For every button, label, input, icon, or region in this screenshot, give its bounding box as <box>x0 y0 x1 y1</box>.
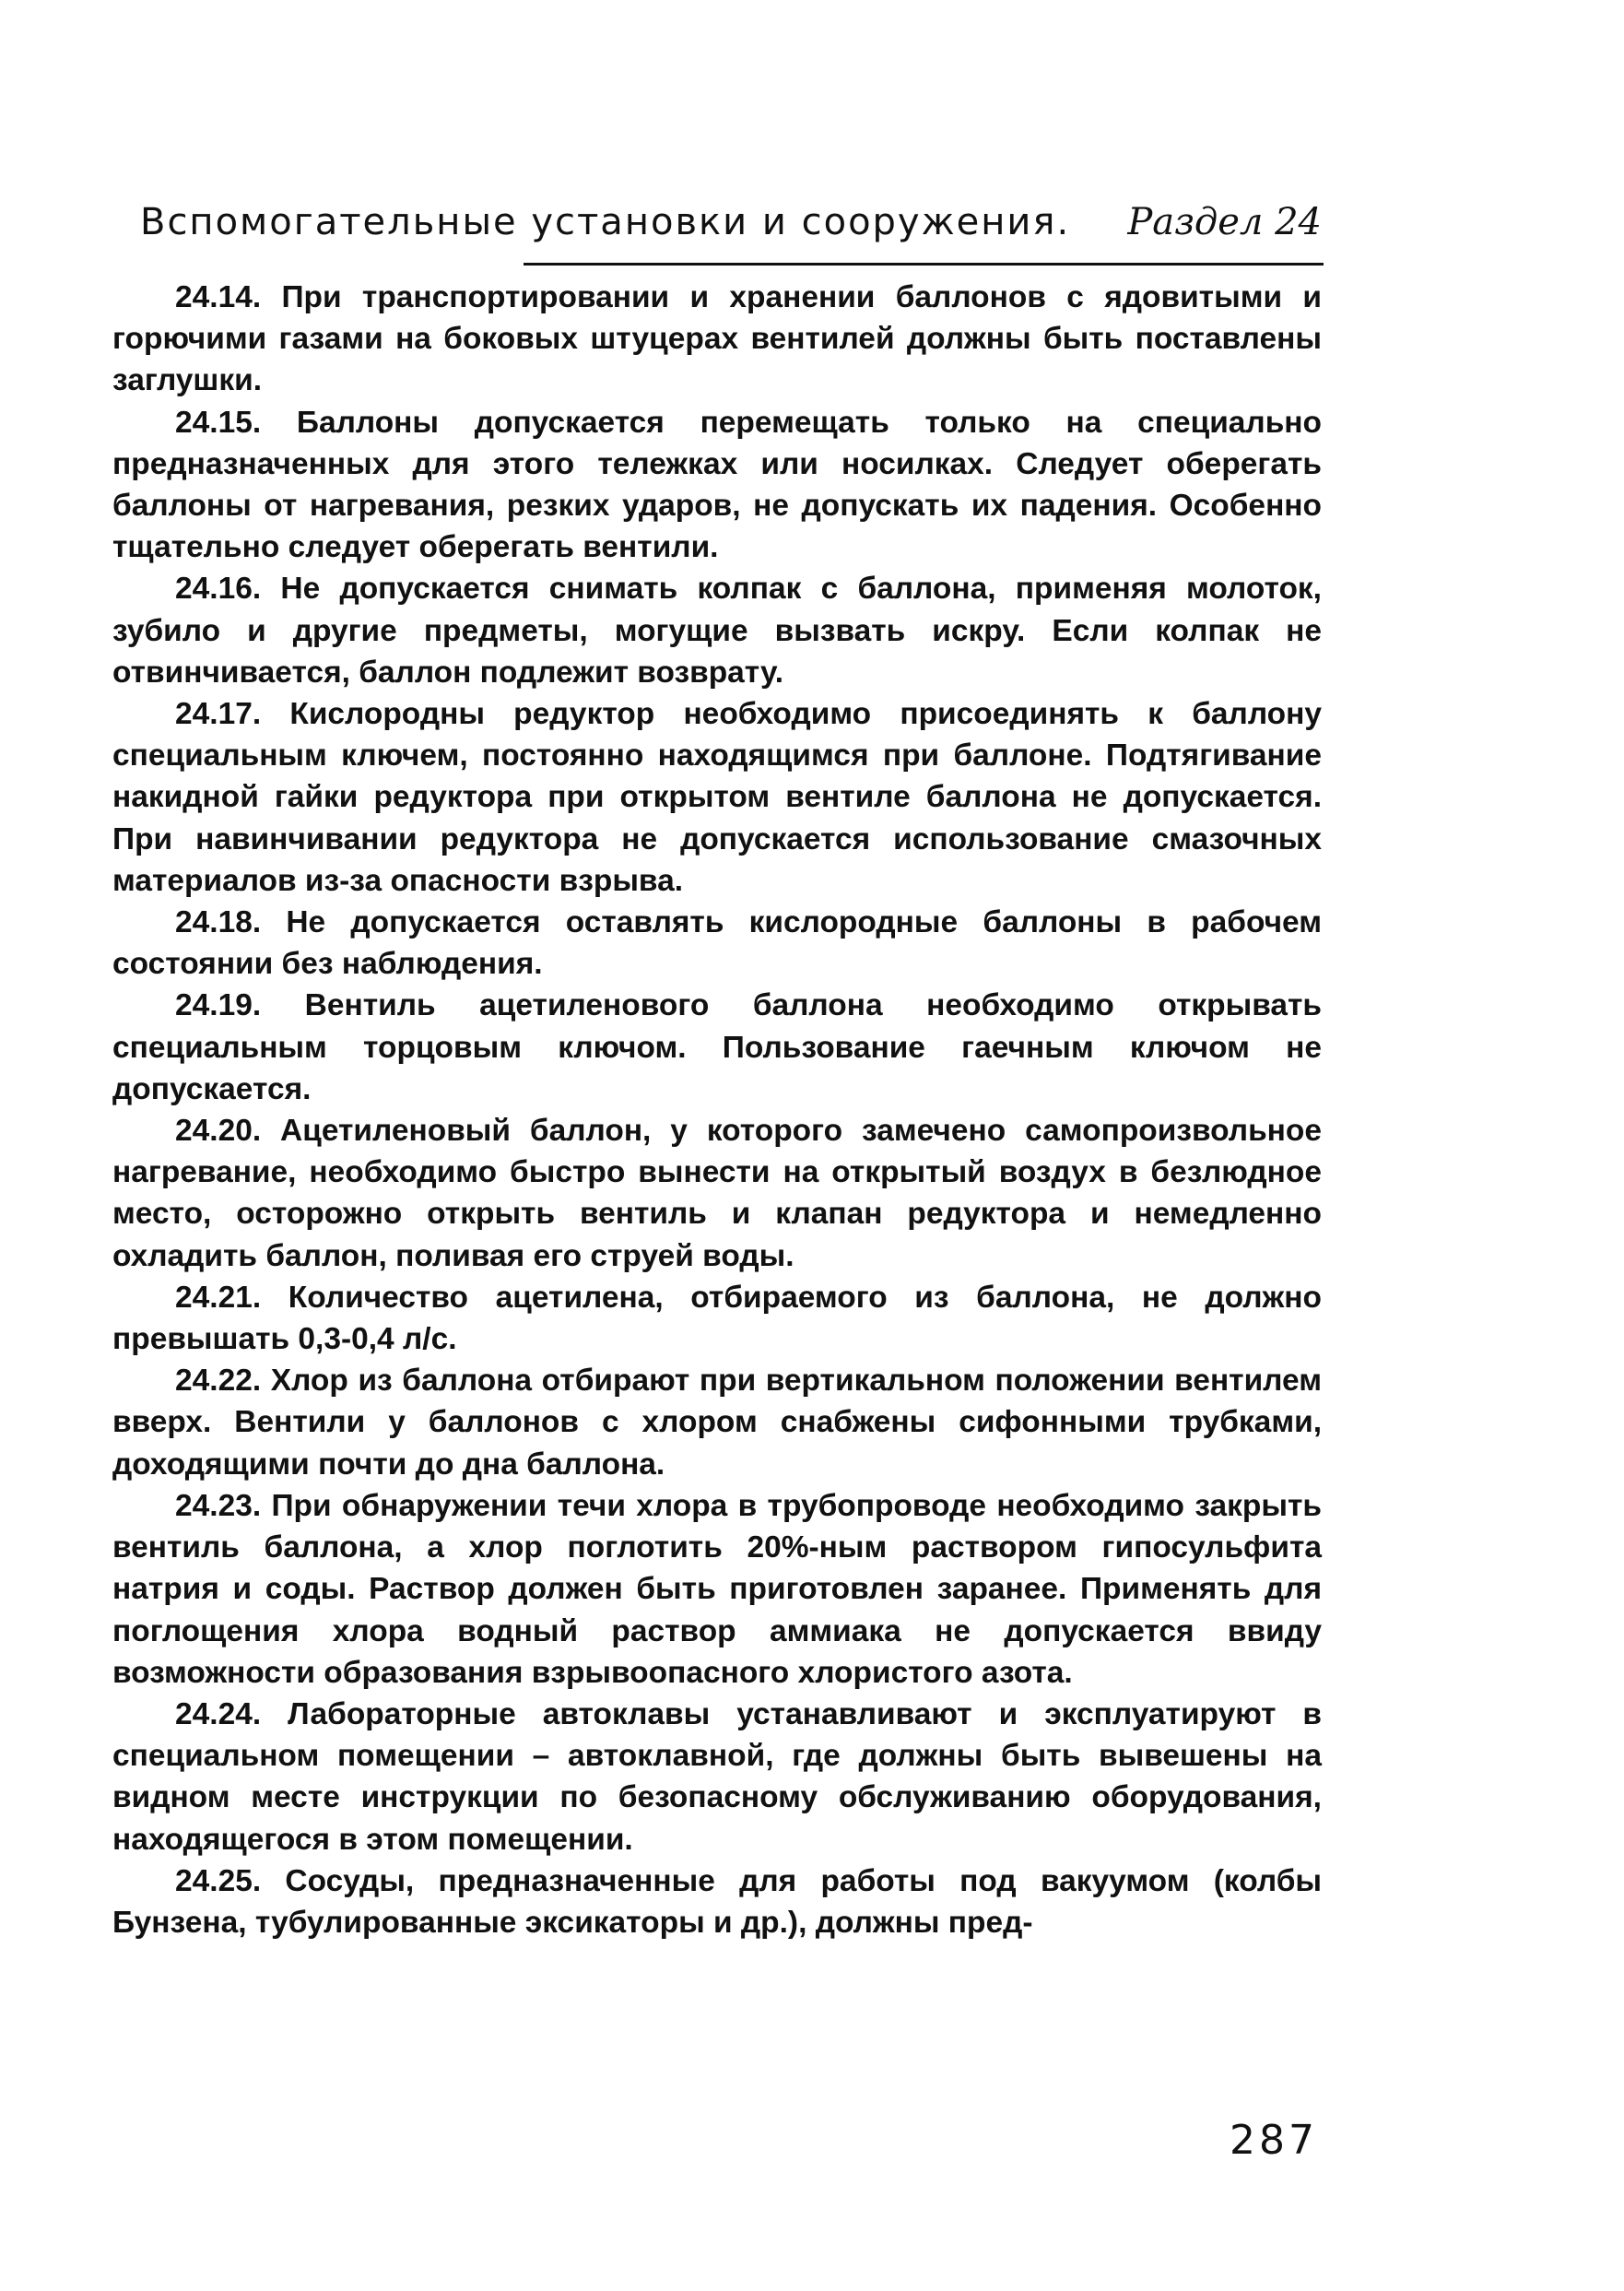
paragraph-24-21: 24.21. Количество ацетилена, отбираемого из баллона, не должно превышать 0,3-0,4 л/с. <box>112 1280 1322 1357</box>
page-number: 287 <box>1230 2117 1318 2164</box>
paragraph-24-24: 24.24. Лабораторные автоклавы устанавливают и эксплуатируют в специальном помещении – автоклавной, где должны быть вывешены на видном месте инструкции по безопасному обслуживанию оборудования, находящегося в этом помещении. <box>112 1696 1322 1857</box>
paragraph-24-14: 24.14. При транспортировании и хранении баллонов с ядовитыми и горючими газами на боковых штуцерах вентилей должны быть поставлены заглушки. <box>112 280 1322 398</box>
paragraph-24-17: 24.17. Кислородны редуктор необходимо присоединять к баллону специальным ключем, постоянно находящимся при баллоне. Подтягивание накидной гайки редуктора при открытом вентиле баллона не допускается. При навинчивании редуктора не допускается использование смазочных материалов из-за опасности взрыва. <box>112 697 1322 898</box>
paragraph-24-19: 24.19. Вентиль ацетиленового баллона необходимо открывать специальным торцовым ключом. Пользование гаечным ключом не допускается. <box>112 988 1322 1106</box>
header-rule <box>524 263 1324 266</box>
paragraph-24-23: 24.23. При обнаружении течи хлора в трубопроводе необходимо закрыть вентиль баллона, а хлор поглотить 20%-ным раствором гипосульфита натрия и соды. Раствор должен быть приготовлен заранее. Применять для поглощения хлора водный раствор аммиака не допускается ввиду возможности образования взрывоопасного хлористого азота. <box>112 1488 1322 1690</box>
paragraph-24-22: 24.22. Хлор из баллона отбирают при вертикальном положении вентилем вверх. Вентили у баллонов с хлором снабжены сифонными трубками, доходящими почти до дна баллона. <box>112 1364 1322 1482</box>
paragraph-24-16: 24.16. Не допускается снимать колпак с баллона, применяя молоток, зубило и другие предметы, могущие вызвать искру. Если колпак не отвинчивается, баллон подлежит возврату. <box>112 572 1322 690</box>
paragraph-24-20: 24.20. Ацетиленовый баллон, у которого замечено самопроизвольное нагревание, необходимо быстро вынести на открытый воздух в безлюдное место, осторожно открыть вентиль и клапан редуктора и немедленно охладить баллон, поливая его струей воды. <box>112 1114 1322 1273</box>
header-section: Раздел 24 <box>1127 201 1322 243</box>
paragraph-24-15: 24.15. Баллоны допускается перемещать только на специально предназначенных для этого тележках или носилках. Следует оберегать баллоны от нагревания, резких ударов, не допускать их падения. Особенно тщательно следует оберегать вентили. <box>112 405 1322 565</box>
header-title: Вспомогательные установки и сооружения. <box>140 201 1071 243</box>
paragraph-24-18: 24.18. Не допускается оставлять кислородные баллоны в рабочем состоянии без наблюдения. <box>112 905 1322 982</box>
body-text <box>112 277 1322 1943</box>
paragraph-24-25: 24.25. Сосуды, предназначенные для работы под вакуумом (колбы Бунзена, тубулированные эксикаторы и др.), должны пред- <box>112 1863 1322 1940</box>
book-page <box>111 0 1322 2291</box>
running-header <box>140 201 1322 258</box>
